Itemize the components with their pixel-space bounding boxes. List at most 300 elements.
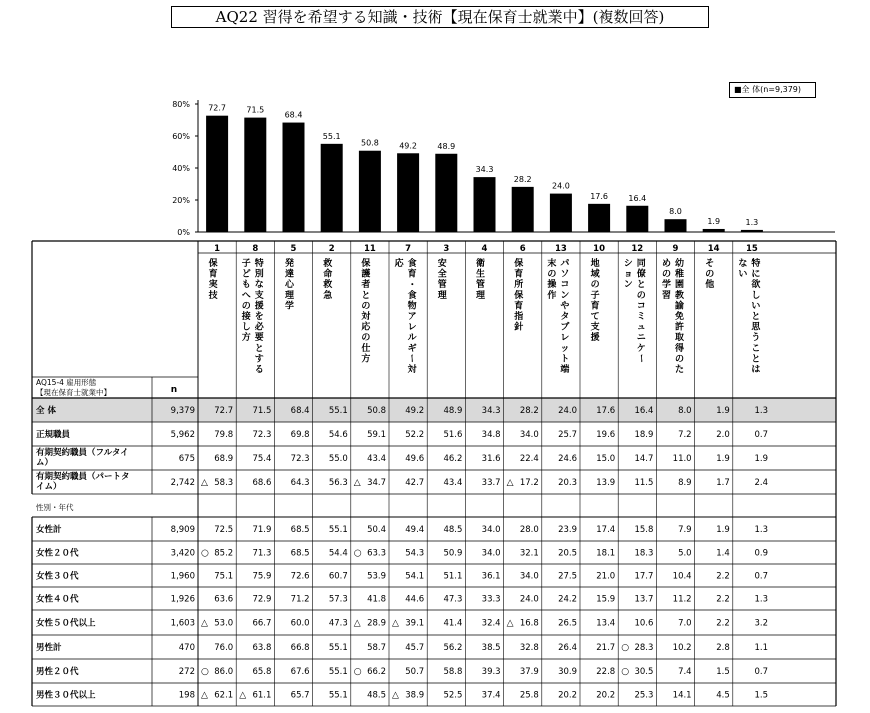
cell-value: 56.3 [328,478,348,488]
cell-value: 60.7 [328,571,348,582]
row-label: 女性計 [36,525,62,535]
cell-value: 57.3 [328,594,348,605]
item-name-char: 習 [661,290,672,301]
cell-value: 17.4 [596,525,616,535]
significance-mark: △ [201,618,208,629]
row-n: 2,742 [170,478,195,488]
item-name-char: 実 [208,280,218,291]
cell-value: 16.8 [519,618,539,629]
item-code: 12 [631,244,644,254]
item-name-char: と [636,280,646,291]
row-label: イム） [36,482,62,492]
item-name-char: 保 [514,290,524,301]
cell-value: 20.3 [558,478,577,488]
item-name-char: こ [751,343,761,354]
cell-value: 72.3 [252,430,272,440]
item-name-char: ソ [560,269,570,280]
item-name-char: 特 [254,259,264,269]
row-n: 272 [178,667,195,677]
item-name-char: 学 [284,301,295,312]
header-label-group: 【現在保育士就業中】 [36,388,111,397]
significance-mark: △ [201,478,208,488]
cell-value: 76.0 [214,643,234,653]
cell-value: 71.3 [252,548,272,559]
cell-value: 1.9 [716,454,730,464]
cell-value: 2.2 [716,618,730,629]
cell-value: 45.7 [405,643,425,653]
cell-value: 68.6 [252,478,272,488]
item-name-char: に [751,269,761,280]
cell-value: 53.9 [367,571,386,582]
item-name-char: 指 [514,312,524,322]
cell-value: 49.4 [405,525,425,535]
significance-mark: ○ [201,667,209,677]
cell-value: 1.3 [754,594,768,605]
item-code: 3 [443,244,450,254]
cell-value: 86.0 [214,667,234,677]
cell-value: 41.8 [367,594,386,605]
significance-mark: ○ [353,667,362,677]
item-name-char: し [241,322,251,333]
item-code: 2 [328,244,335,254]
item-name-char: へ [241,290,251,301]
cell-value: 1.5 [716,667,730,677]
item-name-char: 育 [590,301,600,312]
item-name-char: 応 [361,322,371,333]
bar-value-label: 24.0 [551,181,570,191]
cell-value: 52.5 [443,690,463,701]
significance-mark: △ [201,690,208,701]
cell-value: 17.6 [596,406,616,416]
item-name-char: ア [407,312,417,322]
item-name-char: 許 [674,322,685,333]
item-name-char: 子 [590,290,600,301]
y-tick-label: 0% [177,228,190,237]
cell-value: 1.5 [754,690,768,701]
cell-value: 60.0 [290,618,310,629]
cell-value: 50.9 [443,548,463,559]
item-name-char: 理 [284,290,295,301]
item-code: 4 [481,244,488,254]
item-name-char: そ [705,259,715,269]
item-name-char: 稚 [674,269,685,280]
cell-value: 34.0 [519,430,539,440]
row-label: 全 体 [36,406,56,416]
cell-value: 8.0 [678,406,692,416]
cell-value: 33.7 [481,478,501,488]
cell-value: 25.8 [519,690,539,701]
cell-value: 72.3 [290,454,310,464]
item-name-char: ン [560,290,570,301]
cell-value: 72.7 [214,406,234,416]
item-name-char: 支 [254,290,264,301]
row-n: 3,420 [170,548,195,559]
cell-value: 13.4 [596,618,616,629]
cell-value: 63.3 [367,548,386,559]
item-name-char: な [254,280,264,291]
cell-value: 2.8 [716,643,730,653]
chart-legend: ■全 体(n=9,379) [729,82,816,98]
item-name-char: ミ [636,312,646,322]
cell-value: 50.4 [367,525,386,535]
item-name-char: ー [635,353,646,363]
significance-mark: ○ [621,643,630,653]
cell-value: 62.1 [214,690,234,701]
item-name-char: 心 [284,280,295,291]
item-name-char: 技 [208,290,218,301]
cell-value: 71.2 [290,594,310,605]
cell-value: 54.6 [328,430,348,440]
cell-value: 48.5 [443,525,463,535]
item-name-char: 育 [407,269,417,280]
cell-value: 34.0 [481,548,501,559]
cell-value: 21.7 [596,643,616,653]
item-name-char: 救 [323,259,333,269]
cell-value: 49.2 [405,406,425,416]
item-name-char: 針 [514,322,524,333]
cell-value: 39.3 [481,667,501,677]
cell-value: 2.4 [754,478,768,488]
cell-value: 68.5 [290,525,310,535]
row-n: 198 [178,690,195,701]
item-name-char: ギ [407,343,417,354]
item-name-char: の [705,269,715,280]
cell-value: 75.1 [214,571,234,582]
significance-mark: ○ [621,667,630,677]
cell-value: 14.1 [672,690,692,701]
item-name-char: 方 [241,333,251,344]
row-label: 男性計 [36,643,62,653]
item-name-char: 域 [590,269,600,280]
cell-value: 39.1 [405,618,425,629]
cell-value: 1.4 [716,548,730,559]
cell-value: 0.7 [754,667,768,677]
significance-mark: ○ [201,548,209,559]
cell-value: 46.2 [443,454,463,464]
cell-value: 15.9 [596,594,616,605]
cell-value: 1.3 [754,525,768,535]
cell-value: 47.3 [443,594,463,605]
cell-value: 13.9 [596,478,616,488]
cell-value: 65.8 [252,667,272,677]
cell-value: 16.4 [634,406,654,416]
item-name-char: レ [560,333,570,344]
cell-value: 66.7 [252,618,272,629]
cell-value: 21.0 [596,571,616,582]
cell-value: 55.0 [328,454,348,464]
section-label: 性別・年代 [36,503,74,512]
row-n: 675 [178,454,195,464]
item-name-char: ー [406,353,417,363]
cell-value: 10.4 [672,571,692,582]
cell-value: 34.3 [481,406,501,416]
cell-value: 71.9 [252,525,272,535]
cell-value: 15.8 [634,525,654,535]
cell-value: 34.7 [367,478,386,488]
cell-value: 1.3 [754,406,768,416]
cell-value: 38.9 [405,690,425,701]
cell-value: 22.8 [596,667,616,677]
cell-value: 17.7 [634,571,654,582]
row-n: 470 [178,643,195,653]
item-name-char: ッ [560,343,570,354]
cell-value: 8.9 [678,478,692,488]
item-name-char: ル [407,333,417,344]
item-name-char: 理 [437,290,447,301]
cell-value: 25.7 [558,430,577,440]
cell-value: 10.2 [672,643,692,653]
item-name-char: な [738,259,748,269]
item-name-char: 免 [674,312,685,322]
significance-mark: ○ [353,548,362,559]
item-name-char: コ [560,280,570,291]
significance-mark: △ [239,690,247,701]
cell-value: 18.9 [634,430,654,440]
cell-value: 28.0 [519,525,539,535]
bar-value-label: 48.9 [437,141,456,151]
item-name-char: 育 [514,301,524,312]
row-n: 1,603 [170,618,195,629]
cell-value: 48.5 [367,690,386,701]
bar-value-label: 28.2 [513,174,532,184]
cell-value: 41.4 [443,618,463,629]
cell-value: 72.9 [252,594,272,605]
cell-value: 7.4 [678,667,692,677]
cell-value: 72.6 [290,571,310,582]
cell-value: 50.7 [405,667,425,677]
cell-value: 68.4 [290,406,310,416]
item-name-char: 端 [560,365,570,375]
cell-value: 37.4 [481,690,501,701]
bar-value-label: 49.2 [399,141,418,151]
cell-value: 51.6 [443,430,463,440]
bar-value-label: 16.4 [628,193,647,203]
item-name-char: の [661,269,672,280]
item-name-char: 幼 [674,259,685,269]
item-name-char: の [547,269,557,280]
cell-value: 66.8 [290,643,310,653]
item-name-char: 安 [437,259,447,269]
item-name-char: 教 [674,290,685,301]
cell-value: 75.9 [252,571,272,582]
bar-value-label: 71.5 [246,105,265,115]
item-name-char: と [751,312,761,322]
item-name-char: ョ [623,269,633,280]
item-name-char: 仕 [361,343,371,354]
cell-value: 11.2 [672,594,692,605]
cell-value: 23.9 [558,525,577,535]
cell-value: 13.7 [634,594,654,605]
item-name-char: 操 [547,280,557,291]
row-n: 1,960 [170,571,195,582]
cell-value: 54.3 [405,548,425,559]
item-code: 1 [214,244,221,254]
item-name-char: 管 [475,280,486,291]
item-name-char: 食 [407,290,417,301]
header-label-employment: AQ15-4 雇用形態 [36,378,97,387]
item-name-char: 保 [361,259,371,269]
bar-value-label: 1.9 [707,216,721,226]
item-name-char: 援 [590,333,600,344]
item-name-char: の [361,333,371,344]
bar-value-label: 72.7 [208,103,227,113]
cell-value: 1.9 [716,525,730,535]
cell-value: 26.5 [558,618,577,629]
cell-value: 55.1 [328,690,348,701]
significance-mark: △ [392,618,399,629]
row-label: ム） [36,458,54,468]
row-label: 女性３０代 [36,571,79,582]
cell-value: 31.6 [481,454,501,464]
cell-value: 67.6 [290,667,310,677]
cell-value: 58.3 [214,478,234,488]
cell-value: 58.8 [443,667,463,677]
cell-value: 58.7 [367,643,386,653]
item-name-char: 応 [394,259,404,269]
item-name-char: 育 [208,269,218,280]
item-name-char: う [751,333,761,344]
cell-value: 24.0 [519,594,539,605]
item-name-char: の [241,301,251,312]
item-code: 14 [707,244,720,254]
item-name-char: の [674,354,685,365]
item-name-char: 者 [361,280,371,291]
item-name-char: 必 [254,322,264,333]
item-name-char: 僚 [636,269,646,280]
item-code: 11 [363,244,376,254]
item-name-char: 急 [323,290,333,301]
row-label: 有期契約職員（フルタイ [36,448,129,458]
cell-value: 44.6 [405,594,425,605]
item-name-char: 発 [284,259,295,269]
row-label: 有期契約職員（パートタ [36,472,130,482]
cell-value: 32.8 [519,643,539,653]
cell-value: 11.5 [634,478,654,488]
cell-value: 48.9 [443,406,463,416]
item-name-char: 支 [590,322,600,333]
cell-value: 7.0 [678,618,692,629]
item-name-char: の [636,290,646,301]
cell-value: 55.1 [328,643,348,653]
item-code: 8 [252,244,259,254]
cell-value: 25.3 [634,690,654,701]
item-name-char: パ [560,259,570,269]
cell-value: 64.3 [290,478,310,488]
item-name-char: 対 [407,365,417,375]
page-title: AQ22 習得を希望する知識・技術【現在保育士就業中】(複数回答) [171,6,709,28]
cell-value: 55.1 [328,406,348,416]
item-name-char: 学 [661,280,672,291]
cell-value: 11.0 [672,454,692,464]
bar-value-label: 55.1 [322,131,341,141]
item-name-char: 保 [514,259,524,269]
item-name-char: 地 [590,259,600,269]
cell-value: 30.5 [634,667,654,677]
significance-mark: △ [506,618,514,629]
cell-value: 75.4 [252,454,272,464]
y-tick-label: 80% [172,100,190,109]
bar-value-label: 8.0 [669,207,682,217]
cell-value: 69.8 [290,430,310,440]
item-name-char: の [361,301,371,312]
item-name-char: ト [560,354,570,365]
cell-value: 18.1 [596,548,616,559]
cell-value: 55.1 [328,525,348,535]
cell-value: 0.7 [754,430,768,440]
n-header: n [170,385,178,395]
cell-value: 26.4 [558,643,577,653]
significance-mark: △ [353,618,361,629]
cell-value: 15.0 [596,454,616,464]
cell-value: 3.2 [754,618,768,629]
cell-value: 55.1 [328,667,348,677]
item-name-char: て [590,312,600,322]
item-name-char: た [674,365,685,375]
item-name-char: 欲 [751,280,761,291]
item-name-char: い [751,301,761,312]
item-name-char: コ [636,301,646,312]
cell-value: 34.0 [519,571,539,582]
cell-value: 2.0 [716,430,730,440]
cell-value: 33.3 [481,594,501,605]
item-name-char: い [738,269,748,280]
item-name-char: 理 [475,290,486,301]
item-name-char: 特 [751,259,761,269]
item-name-char: ・ [406,279,417,289]
cell-value: 10.6 [634,618,654,629]
cell-value: 54.4 [328,548,348,559]
item-name-char: め [661,259,672,269]
item-code: 13 [554,244,567,254]
item-name-char: 管 [437,280,447,291]
significance-mark: △ [392,690,399,701]
row-n: 5,962 [170,430,195,440]
cell-value: 2.2 [716,571,730,582]
item-name-char: す [254,354,264,365]
item-name-char: 護 [361,269,371,280]
item-name-char: 方 [361,354,371,365]
item-name-char: 園 [674,280,685,291]
cell-value: 4.5 [716,690,730,701]
cell-value: 50.8 [367,406,386,416]
item-name-char: 作 [547,290,557,301]
item-name-char: 保 [208,259,218,269]
row-label: 正規職員 [36,430,71,440]
cell-value: 20.2 [596,690,616,701]
cell-value: 1.1 [754,643,768,653]
item-name-char: レ [407,322,417,333]
cell-value: 7.2 [678,430,692,440]
cell-value: 32.1 [519,548,539,559]
item-name-char: 衛 [475,259,486,269]
item-name-char: 救 [323,280,333,291]
row-label: 女性５０代以上 [36,618,96,629]
item-name-char: 物 [407,301,417,312]
item-code: 9 [672,244,679,254]
cell-value: 19.6 [596,430,616,440]
bar-value-label: 34.3 [475,165,494,175]
item-code: 5 [290,244,297,254]
cell-value: 54.1 [405,571,425,582]
item-name-char: 達 [284,269,295,280]
cell-value: 42.7 [405,478,425,488]
cell-value: 17.2 [519,478,539,488]
cell-value: 68.9 [214,454,234,464]
y-tick-label: 40% [172,164,190,173]
cell-value: 7.9 [678,525,692,535]
row-n: 1,926 [170,594,195,605]
item-name-char: ン [623,280,633,291]
